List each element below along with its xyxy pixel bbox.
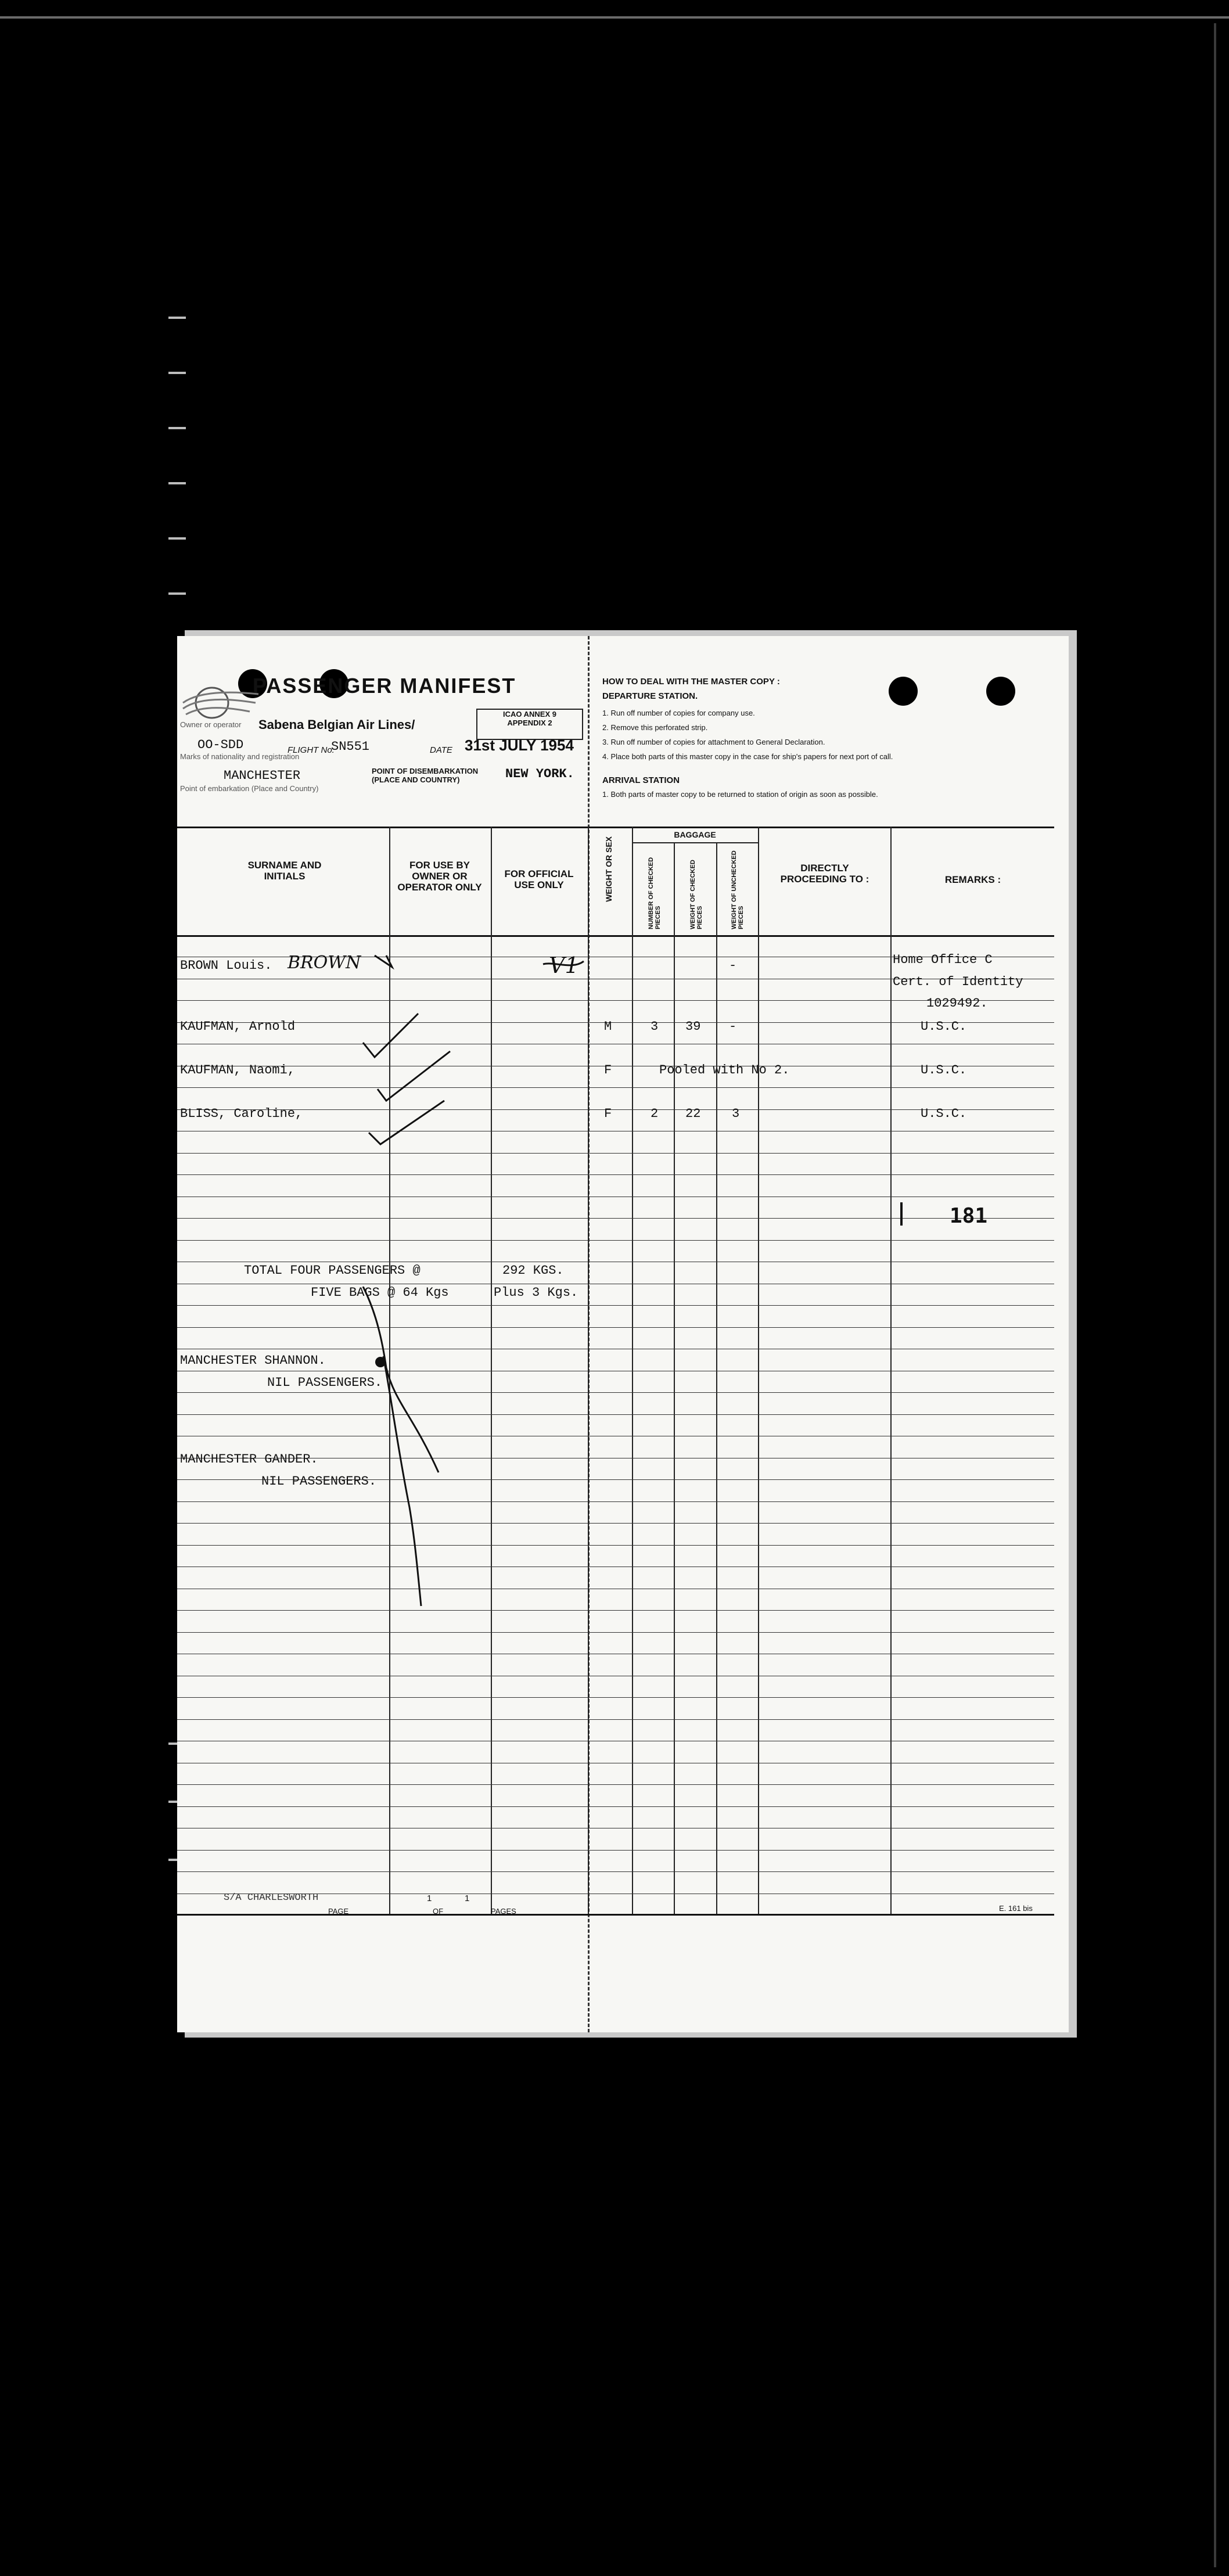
arrival-station: ARRIVAL STATION: [602, 775, 680, 785]
check-marks: [177, 938, 619, 1159]
baggage-rule: [632, 842, 758, 843]
ruled-line: [177, 1784, 1054, 1785]
instruction-2: 2. Remove this perforated strip.: [602, 723, 708, 732]
checked-pieces: 2: [651, 1106, 659, 1121]
remarks: Home Office C: [893, 953, 993, 967]
remarks: Cert. of Identity: [893, 975, 1023, 989]
totals-line-2-value: Plus 3 Kgs.: [494, 1285, 578, 1300]
stamp-number: 181: [950, 1204, 988, 1228]
col-header-num-checked: NUMBER OF CHECKED PIECES: [648, 857, 662, 929]
owner-operator-value: Sabena Belgian Air Lines/: [258, 717, 415, 732]
page-label: PAGE: [328, 1907, 349, 1916]
arrival-instruction: 1. Both parts of master copy to be returned to station of origin as soon as possible.: [602, 790, 878, 799]
sex: M: [604, 1019, 612, 1034]
table-top-rule: [177, 827, 1054, 828]
instruction-3: 3. Run off number of copies for attachment to General Declaration.: [602, 738, 825, 746]
pen-strokes: [351, 1287, 468, 1612]
ruled-line: [177, 1392, 1054, 1393]
annex-box: [476, 709, 583, 740]
passenger-manifest-document: [177, 636, 1069, 2032]
date-label: DATE: [430, 745, 452, 755]
checked-weight: 22: [685, 1106, 701, 1121]
instruction-4: 4. Place both parts of this master copy in the case for ship's papers for next port of call.: [602, 752, 893, 761]
totals-line-2: FIVE BAGS @ 64 Kgs: [311, 1285, 449, 1300]
col-header-owner-use: FOR USE BY OWNER OR OPERATOR ONLY: [397, 860, 482, 893]
icao-annex: ICAO ANNEX 9: [503, 710, 556, 718]
leg-status: NIL PASSENGERS.: [261, 1474, 377, 1489]
ruled-line: [177, 1240, 1054, 1241]
ruled-line: [177, 1871, 1054, 1872]
ruled-line: [177, 1545, 1054, 1546]
col-header-weight-checked: WEIGHT OF CHECKED PIECES: [689, 860, 703, 929]
form-code: E. 161 bis: [999, 1904, 1033, 1913]
ruled-line: [177, 1806, 1054, 1807]
sex: F: [604, 1063, 612, 1077]
passenger-name: BROWN Louis.: [180, 958, 272, 973]
scan-mark: [168, 427, 186, 429]
instructions-heading: HOW TO DEAL WITH THE MASTER COPY :: [602, 677, 780, 687]
owner-operator-label: Owner or operator: [180, 720, 242, 729]
sex: F: [604, 1106, 612, 1121]
ruled-line: [177, 1414, 1054, 1415]
scan-mark: [168, 372, 186, 374]
signature: S/A CHARLESWORTH: [224, 1892, 319, 1903]
scan-mark: [168, 317, 186, 319]
col-divider: [758, 827, 759, 1916]
date-value: 31st JULY 1954: [465, 736, 574, 754]
punch-hole: [986, 677, 1015, 706]
unchecked-weight: 3: [732, 1106, 740, 1121]
footer-rule: [177, 1914, 1054, 1916]
registration-value: OO-SDD: [197, 738, 244, 752]
disembarkation-label: POINT OF DISEMBARKATION (PLACE AND COUNTRY): [372, 767, 479, 784]
ruled-line: [177, 1327, 1054, 1328]
flight-value: SN551: [331, 739, 370, 754]
col-divider: [716, 842, 717, 1916]
ruled-line: [177, 1305, 1054, 1306]
marks-label: Marks of nationality and registration: [180, 752, 300, 761]
of-value: 1: [465, 1894, 470, 1903]
col-divider: [632, 827, 633, 1916]
appendix: APPENDIX 2: [507, 718, 552, 727]
col-divider: [890, 827, 892, 1916]
remarks: U.S.C.: [921, 1019, 967, 1034]
ruled-line: [177, 1501, 1054, 1502]
col-header-baggage: BAGGAGE: [674, 830, 716, 839]
col-header-official-use: FOR OFFICIAL USE ONLY: [504, 868, 574, 890]
handwritten-name: BROWN: [288, 953, 361, 973]
remarks: 1029492.: [926, 996, 988, 1011]
unchecked-weight: -: [729, 1019, 737, 1034]
col-header-remarks: REMARKS :: [944, 874, 1001, 885]
header-bottom-rule: [177, 935, 1054, 937]
checked-weight: 39: [685, 1019, 701, 1034]
departure-station: DEPARTURE STATION.: [602, 691, 698, 701]
leg-route: MANCHESTER GANDER.: [180, 1452, 318, 1467]
scan-top-edge: [0, 16, 1229, 19]
scan-right-edge: [1214, 23, 1216, 2567]
col-header-weight-unchecked: WEIGHT OF UNCHECKED PIECES: [731, 850, 745, 929]
ruled-line: [177, 1610, 1054, 1611]
ruled-line: [177, 1174, 1054, 1175]
scan-mark: [168, 592, 186, 595]
scan-mark: [168, 537, 186, 540]
ruled-line: [177, 1632, 1054, 1633]
disembarkation-value: NEW YORK.: [505, 767, 574, 781]
flight-label: FLIGHT No.: [288, 745, 335, 755]
embarkation-value: MANCHESTER: [224, 768, 301, 783]
col-divider: [674, 842, 675, 1916]
ruled-line: [177, 1523, 1054, 1524]
passenger-name: KAUFMAN, Naomi,: [180, 1063, 296, 1077]
passenger-name: KAUFMAN, Arnold: [180, 1019, 296, 1034]
of-label: OF: [433, 1907, 444, 1916]
ruled-line: [177, 1218, 1054, 1219]
remarks: U.S.C.: [921, 1106, 967, 1121]
scan-mark: [168, 482, 186, 484]
ruled-line: [177, 1719, 1054, 1720]
embarkation-label: Point of embarkation (Place and Country): [180, 784, 319, 793]
col-header-proceeding: DIRECTLY PROCEEDING TO :: [780, 863, 869, 885]
col-header-surname: SURNAME AND INITIALS: [247, 860, 322, 882]
official-mark: V1: [549, 953, 579, 978]
page-value: 1: [427, 1894, 432, 1903]
totals-line-1-value: 292 KGS.: [502, 1263, 564, 1278]
totals-line-1: TOTAL FOUR PASSENGERS @: [244, 1263, 421, 1278]
ruled-line: [177, 1697, 1054, 1698]
pooled-note: Pooled with No 2.: [659, 1063, 790, 1077]
punch-hole: [889, 677, 918, 706]
checked-pieces: 3: [651, 1019, 659, 1034]
ruled-line: [177, 1850, 1054, 1851]
page-title: PASSENGER MANIFEST: [253, 674, 516, 698]
leg-route: MANCHESTER SHANNON.: [180, 1353, 326, 1368]
leg-status: NIL PASSENGERS.: [267, 1375, 383, 1390]
col-header-weight-sex: WEIGHT OR SEX: [604, 836, 613, 902]
pages-label: PAGES: [491, 1907, 516, 1916]
instruction-1: 1. Run off number of copies for company use.: [602, 709, 755, 717]
passenger-name: BLISS, Caroline,: [180, 1106, 303, 1121]
stamp-mark: [900, 1202, 903, 1226]
unchecked-weight: -: [729, 958, 737, 973]
remarks: U.S.C.: [921, 1063, 967, 1077]
